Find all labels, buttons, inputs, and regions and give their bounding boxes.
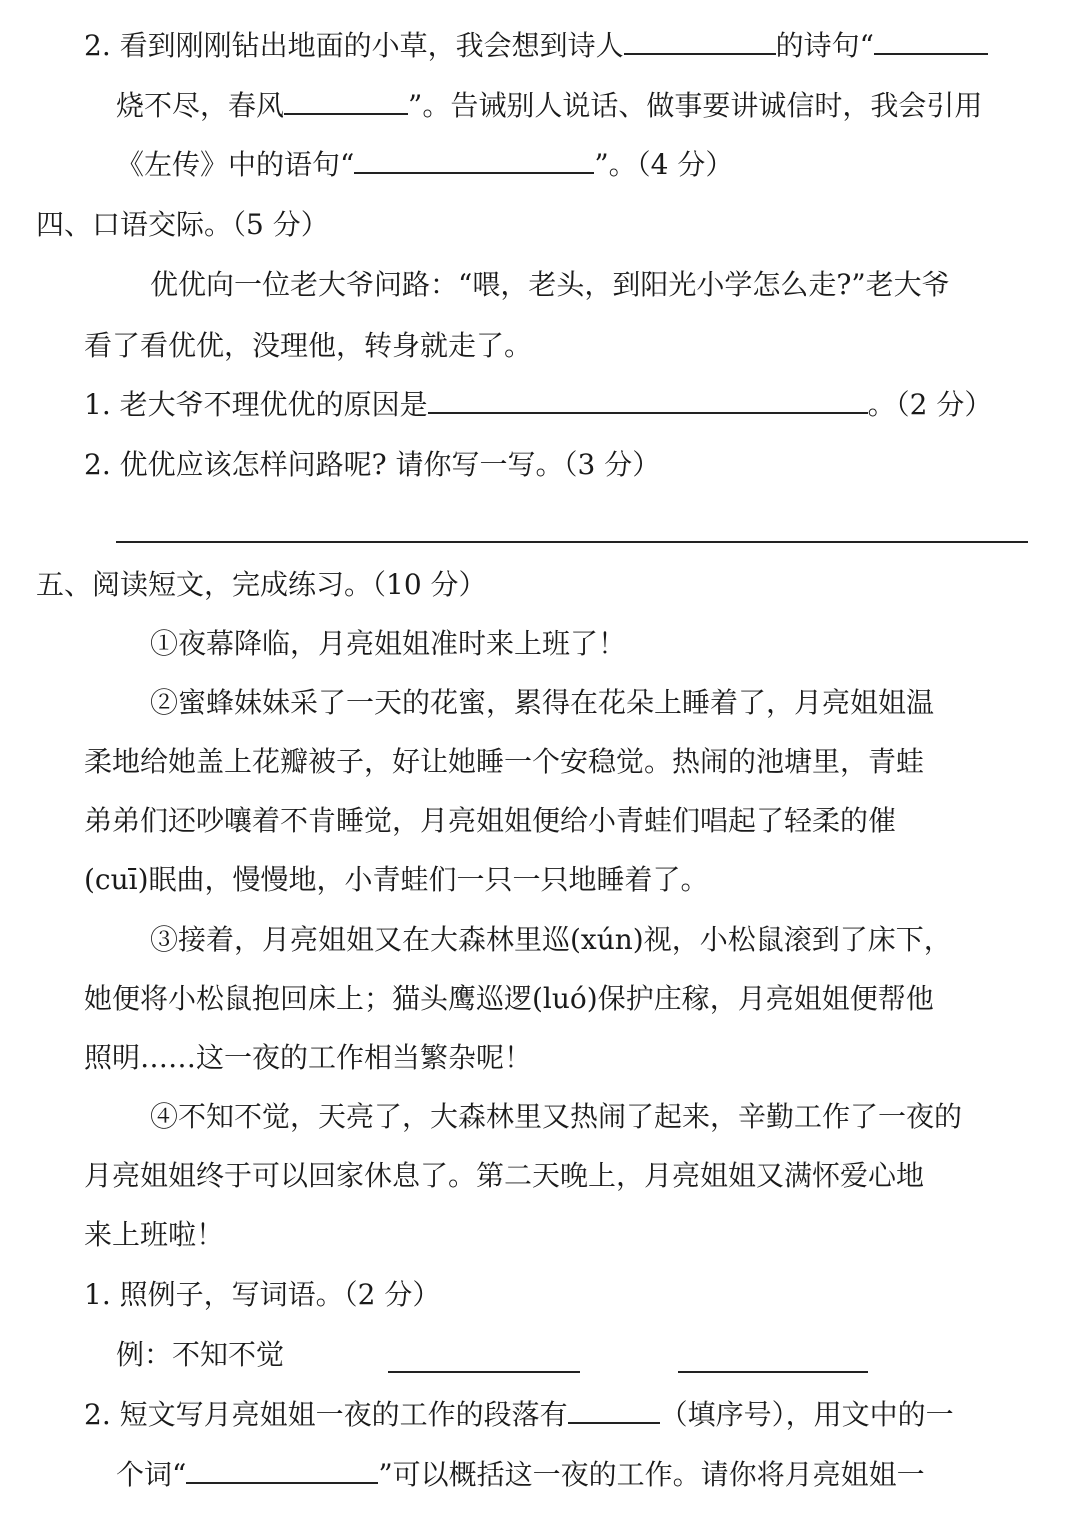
word-answer-blank-2[interactable] [678, 1371, 868, 1373]
s4-q1 [84, 385, 992, 425]
s5-paragraph4-line3: 来上班啦！ [84, 1218, 225, 1251]
s3-q2-text: 的诗句“ [775, 29, 874, 62]
s5-q2-text: ”可以概括这一夜的工作。请你将月亮姐姐一 [378, 1458, 925, 1491]
s5-q2-line2 [116, 1455, 925, 1495]
reason-answer-blank[interactable] [428, 388, 868, 414]
poem-end-answer-blank[interactable] [284, 89, 408, 115]
s3-q2-line2 [116, 86, 982, 126]
poet-answer-blank[interactable] [624, 29, 776, 55]
s5-paragraph1: ①夜幕降临，月亮姐姐准时来上班了！ [150, 627, 627, 660]
section4-heading: 四、口语交际。（5 分） [36, 208, 329, 241]
s3-q2-line3 [116, 145, 733, 185]
s4-q1-text: 。（2 分） [867, 388, 993, 421]
s5-q2-text: 个词“ [116, 1458, 187, 1491]
s3-q2-line1 [84, 26, 988, 66]
summary-word-blank[interactable] [186, 1458, 378, 1484]
s5-paragraph4-line1: ④不知不觉，天亮了，大森林里又热闹了起来，辛勤工作了一夜的 [150, 1100, 963, 1133]
s3-q2-text: ”。告诫别人说话、做事要讲诚信时，我会引用 [408, 89, 983, 122]
s5-paragraph4-line2: 月亮姐姐终于可以回家休息了。第二天晚上，月亮姐姐又满怀爱心地 [84, 1159, 925, 1192]
s4-paragraph-line1: 优优向一位老大爷问路：“喂，老头，到阳光小学怎么走?”老大爷 [150, 268, 950, 301]
s3-q2-text: 烧不尽，春风 [116, 89, 285, 122]
s5-paragraph3-line1: ③接着，月亮姐姐又在大森林里巡(xún)视，小松鼠滚到了床下， [150, 923, 952, 956]
s4-q2: 2. 优优应该怎样问路呢? 请你写一写。（3 分） [84, 448, 661, 481]
s5-paragraph2-line3: 弟弟们还吵嚷着不肯睡觉，月亮姐姐便给小青蛙们唱起了轻柔的催 [84, 804, 897, 837]
s4-q1-text: 1. 老大爷不理优优的原因是 [84, 388, 428, 421]
s5-paragraph3-line2: 她便将小松鼠抱回床上；猫头鹰巡逻(luó)保护庄稼，月亮姐姐便帮他 [84, 982, 934, 1015]
s5-paragraph2-line2: 柔地给她盖上花瓣被子，好让她睡一个安稳觉。热闹的池塘里，青蛙 [84, 745, 925, 778]
section5-heading: 五、阅读短文，完成练习。（10 分） [36, 568, 487, 601]
s3-q2-text: 2. 看到刚刚钻出地面的小草，我会想到诗人 [84, 29, 624, 62]
paragraph-number-blank[interactable] [568, 1398, 660, 1424]
s3-q2-text: ”。（4 分） [594, 148, 734, 181]
s4-paragraph-line2: 看了看优优，没理他，转身就走了。 [84, 329, 533, 362]
s5-q2-line1 [84, 1395, 954, 1435]
s4-q2-answer-line[interactable] [116, 541, 1028, 543]
poem-line-answer-blank[interactable] [874, 29, 988, 55]
s5-paragraph2-line1: ②蜜蜂妹妹采了一天的花蜜，累得在花朵上睡着了，月亮姐姐温 [150, 686, 935, 719]
s5-q1: 1. 照例子，写词语。（2 分） [84, 1278, 441, 1311]
s5-q2-text: （填序号），用文中的一 [659, 1398, 954, 1431]
s5-q2-text: 2. 短文写月亮姐姐一夜的工作的段落有 [84, 1398, 568, 1431]
zuozhuan-quote-blank[interactable] [354, 148, 594, 174]
s5-paragraph2-line4: (cuī)眠曲，慢慢地，小青蛙们一只一只地睡着了。 [84, 863, 709, 896]
s5-q1-example: 例：不知不觉 [116, 1338, 285, 1371]
s5-paragraph3-line3: 照明……这一夜的工作相当繁杂呢！ [84, 1041, 533, 1074]
word-answer-blank-1[interactable] [388, 1371, 580, 1373]
s3-q2-text: 《左传》中的语句“ [116, 148, 355, 181]
